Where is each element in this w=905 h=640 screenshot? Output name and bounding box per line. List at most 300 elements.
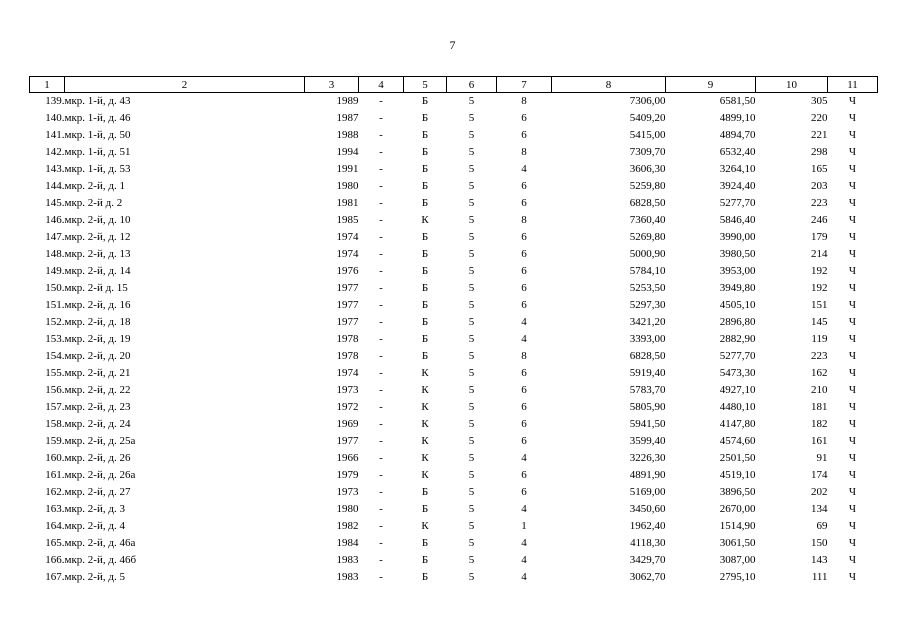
row-number: 166. — [45, 554, 65, 566]
column-header-4: 4 — [359, 77, 404, 93]
entrances-cell: 8 — [521, 95, 527, 107]
col4-cell: - — [379, 367, 383, 379]
ownership-cell: Ч — [848, 418, 857, 430]
total-area-cell: 3393,00 — [629, 333, 666, 345]
address-cell: мкр. 1-й, д. 51 — [64, 146, 131, 158]
entrances-cell: 4 — [521, 571, 527, 583]
table-row — [30, 484, 878, 501]
table-row — [30, 314, 878, 331]
living-area-cell: 4519,10 — [719, 469, 756, 481]
year-cell: 1978 — [336, 333, 359, 345]
wall-material-cell: Б — [421, 146, 429, 158]
living-area-cell: 6532,40 — [719, 146, 756, 158]
address-cell: мкр. 2-й, д. 5 — [64, 571, 125, 583]
total-area-cell: 5941,50 — [629, 418, 666, 430]
total-area-cell: 5783,70 — [629, 384, 666, 396]
table-row — [30, 467, 878, 484]
total-area-cell: 3606,30 — [629, 163, 666, 175]
floors-cell: 5 — [468, 248, 475, 260]
total-area-cell: 5259,80 — [629, 180, 666, 192]
entrances-cell: 8 — [521, 146, 527, 158]
address-cell: мкр. 2-й д. 2 — [64, 197, 123, 209]
living-area-cell: 4899,10 — [719, 112, 756, 124]
table-row — [30, 229, 878, 246]
table-header — [30, 77, 878, 93]
entrances-cell: 1 — [521, 520, 527, 532]
wall-material-cell: К — [421, 367, 429, 379]
total-area-cell: 5297,30 — [629, 299, 666, 311]
total-area-cell: 3226,30 — [629, 452, 666, 464]
apartments-cell: 298 — [811, 146, 828, 158]
total-area-cell: 5415,00 — [629, 129, 666, 141]
row-number: 144. — [45, 180, 65, 192]
address-cell: мкр. 2-й, д. 25а — [64, 435, 136, 447]
row-number: 154. — [45, 350, 65, 362]
apartments-cell: 150 — [811, 537, 828, 549]
total-area-cell: 3599,40 — [629, 435, 666, 447]
table-row — [30, 297, 878, 314]
ownership-cell: Ч — [848, 265, 857, 277]
year-cell: 1966 — [336, 452, 359, 464]
table-row — [30, 212, 878, 229]
column-header-8: 8 — [552, 77, 666, 93]
total-area-cell: 5409,20 — [629, 112, 666, 124]
address-cell: мкр. 1-й, д. 50 — [64, 129, 131, 141]
wall-material-cell: Б — [421, 486, 429, 498]
table-row — [30, 399, 878, 416]
total-area-cell: 1962,40 — [629, 520, 666, 532]
table-row — [30, 127, 878, 144]
year-cell: 1980 — [336, 180, 359, 192]
apartments-cell: 246 — [811, 214, 828, 226]
row-number: 162. — [45, 486, 65, 498]
table-row — [30, 501, 878, 518]
column-header-10: 10 — [756, 77, 828, 93]
floors-cell: 5 — [468, 95, 475, 107]
total-area-cell: 5805,90 — [629, 401, 666, 413]
table-row — [30, 535, 878, 552]
apartments-cell: 134 — [811, 503, 828, 515]
floors-cell: 5 — [468, 299, 475, 311]
row-number: 152. — [45, 316, 65, 328]
floors-cell: 5 — [468, 282, 475, 294]
wall-material-cell: К — [421, 214, 429, 226]
year-cell: 1969 — [336, 418, 359, 430]
year-cell: 1987 — [336, 112, 359, 124]
entrances-cell: 6 — [521, 112, 527, 124]
year-cell: 1980 — [336, 503, 359, 515]
address-cell: мкр. 2-й, д. 1 — [64, 180, 125, 192]
table-row — [30, 348, 878, 365]
row-number: 163. — [45, 503, 65, 515]
apartments-cell: 181 — [811, 401, 828, 413]
housing-registry-table — [29, 76, 878, 586]
ownership-cell: Ч — [848, 299, 857, 311]
entrances-cell: 6 — [521, 418, 527, 430]
year-cell: 1979 — [336, 469, 359, 481]
table-row — [30, 195, 878, 212]
col4-cell: - — [379, 384, 383, 396]
entrances-cell: 6 — [521, 435, 527, 447]
year-cell: 1977 — [336, 282, 359, 294]
living-area-cell: 2896,80 — [719, 316, 756, 328]
total-area-cell: 6828,50 — [629, 350, 666, 362]
ownership-cell: Ч — [848, 486, 857, 498]
living-area-cell: 5277,70 — [719, 350, 756, 362]
column-header-1: 1 — [30, 77, 65, 93]
total-area-cell: 3421,20 — [629, 316, 666, 328]
year-cell: 1978 — [336, 350, 359, 362]
address-cell: мкр. 2-й, д. 23 — [64, 401, 131, 413]
year-cell: 1973 — [336, 486, 359, 498]
row-number: 139. — [45, 95, 65, 107]
entrances-cell: 4 — [521, 452, 527, 464]
row-number: 155. — [45, 367, 65, 379]
wall-material-cell: Б — [421, 231, 429, 243]
table-row — [30, 433, 878, 450]
address-cell: мкр. 2-й, д. 13 — [64, 248, 131, 260]
floors-cell: 5 — [468, 469, 475, 481]
address-cell: мкр. 2-й, д. 21 — [64, 367, 131, 379]
living-area-cell: 6581,50 — [719, 95, 756, 107]
ownership-cell: Ч — [848, 452, 857, 464]
entrances-cell: 4 — [521, 554, 527, 566]
floors-cell: 5 — [468, 418, 475, 430]
col4-cell: - — [379, 452, 383, 464]
entrances-cell: 6 — [521, 367, 527, 379]
total-area-cell: 3450,60 — [629, 503, 666, 515]
entrances-cell: 4 — [521, 316, 527, 328]
living-area-cell: 3061,50 — [719, 537, 756, 549]
table-row — [30, 416, 878, 433]
apartments-cell: 223 — [811, 197, 828, 209]
entrances-cell: 6 — [521, 401, 527, 413]
address-cell: мкр. 2-й, д. 14 — [64, 265, 131, 277]
living-area-cell: 5846,40 — [719, 214, 756, 226]
address-cell: мкр. 2-й, д. 3 — [64, 503, 125, 515]
year-cell: 1976 — [336, 265, 359, 277]
page-number: 7 — [449, 38, 456, 52]
living-area-cell: 4894,70 — [719, 129, 756, 141]
wall-material-cell: Б — [421, 350, 429, 362]
wall-material-cell: Б — [421, 180, 429, 192]
apartments-cell: 161 — [811, 435, 828, 447]
address-cell: мкр. 2-й, д. 22 — [64, 384, 131, 396]
entrances-cell: 6 — [521, 180, 527, 192]
address-cell: мкр. 2-й, д. 24 — [64, 418, 131, 430]
col4-cell: - — [379, 248, 383, 260]
wall-material-cell: Б — [421, 554, 429, 566]
address-cell: мкр. 2-й, д. 4 — [64, 520, 125, 532]
wall-material-cell: Б — [421, 197, 429, 209]
living-area-cell: 4574,60 — [719, 435, 756, 447]
floors-cell: 5 — [468, 571, 475, 583]
year-cell: 1972 — [336, 401, 359, 413]
col4-cell: - — [379, 350, 383, 362]
floors-cell: 5 — [468, 384, 475, 396]
col4-cell: - — [379, 265, 383, 277]
living-area-cell: 3264,10 — [719, 163, 756, 175]
living-area-cell: 5473,30 — [719, 367, 756, 379]
address-cell: мкр. 2-й, д. 26а — [64, 469, 136, 481]
col4-cell: - — [379, 503, 383, 515]
table-row — [30, 569, 878, 586]
col4-cell: - — [379, 520, 383, 532]
row-number: 147. — [45, 231, 65, 243]
table-row — [30, 178, 878, 195]
row-number: 150. — [45, 282, 65, 294]
column-header-2: 2 — [65, 77, 305, 93]
ownership-cell: Ч — [848, 350, 857, 362]
entrances-cell: 8 — [521, 214, 527, 226]
row-number: 159. — [45, 435, 65, 447]
ownership-cell: Ч — [848, 571, 857, 583]
address-cell: мкр. 2-й, д. 27 — [64, 486, 131, 498]
living-area-cell: 2501,50 — [719, 452, 756, 464]
year-cell: 1977 — [336, 299, 359, 311]
floors-cell: 5 — [468, 112, 475, 124]
ownership-cell: Ч — [848, 163, 857, 175]
row-number: 142. — [45, 146, 65, 158]
apartments-cell: 220 — [811, 112, 828, 124]
floors-cell: 5 — [468, 316, 475, 328]
wall-material-cell: Б — [421, 333, 429, 345]
living-area-cell: 2882,90 — [719, 333, 756, 345]
year-cell: 1988 — [336, 129, 359, 141]
table-row — [30, 331, 878, 348]
total-area-cell: 5269,80 — [629, 231, 666, 243]
wall-material-cell: К — [421, 384, 429, 396]
ownership-cell: Ч — [848, 333, 857, 345]
address-cell: мкр. 1-й, д. 46 — [64, 112, 131, 124]
entrances-cell: 4 — [521, 503, 527, 515]
table-row — [30, 110, 878, 127]
col4-cell: - — [379, 112, 383, 124]
entrances-cell: 6 — [521, 248, 527, 260]
living-area-cell: 3990,00 — [719, 231, 756, 243]
living-area-cell: 3980,50 — [719, 248, 756, 260]
address-cell: мкр. 2-й, д. 16 — [64, 299, 131, 311]
living-area-cell: 3087,00 — [719, 554, 756, 566]
ownership-cell: Ч — [848, 537, 857, 549]
col4-cell: - — [379, 129, 383, 141]
floors-cell: 5 — [468, 537, 475, 549]
total-area-cell: 7306,00 — [629, 95, 666, 107]
total-area-cell: 3429,70 — [629, 554, 666, 566]
col4-cell: - — [379, 537, 383, 549]
floors-cell: 5 — [468, 180, 475, 192]
column-header-11: 11 — [828, 77, 878, 93]
ownership-cell: Ч — [848, 197, 857, 209]
ownership-cell: Ч — [848, 129, 857, 141]
col4-cell: - — [379, 282, 383, 294]
col4-cell: - — [379, 214, 383, 226]
living-area-cell: 3949,80 — [719, 282, 756, 294]
row-number: 165. — [45, 537, 65, 549]
apartments-cell: 221 — [811, 129, 828, 141]
ownership-cell: Ч — [848, 316, 857, 328]
apartments-cell: 214 — [811, 248, 828, 260]
row-number: 145. — [45, 197, 65, 209]
floors-cell: 5 — [468, 231, 475, 243]
year-cell: 1981 — [336, 197, 359, 209]
table-row — [30, 518, 878, 535]
apartments-cell: 162 — [811, 367, 828, 379]
total-area-cell: 5784,10 — [629, 265, 666, 277]
ownership-cell: Ч — [848, 401, 857, 413]
wall-material-cell: К — [421, 435, 429, 447]
table-body — [30, 93, 878, 587]
floors-cell: 5 — [468, 486, 475, 498]
floors-cell: 5 — [468, 503, 475, 515]
apartments-cell: 210 — [811, 384, 828, 396]
living-area-cell: 4505,10 — [719, 299, 756, 311]
wall-material-cell: Б — [421, 316, 429, 328]
address-cell: мкр. 2-й, д. 12 — [64, 231, 131, 243]
apartments-cell: 202 — [811, 486, 828, 498]
ownership-cell: Ч — [848, 180, 857, 192]
entrances-cell: 4 — [521, 537, 527, 549]
floors-cell: 5 — [468, 197, 475, 209]
apartments-cell: 192 — [811, 265, 828, 277]
wall-material-cell: К — [421, 418, 429, 430]
wall-material-cell: Б — [421, 95, 429, 107]
wall-material-cell: Б — [421, 248, 429, 260]
row-number: 146. — [45, 214, 65, 226]
address-cell: мкр. 1-й, д. 53 — [64, 163, 131, 175]
apartments-cell: 305 — [811, 95, 828, 107]
row-number: 156. — [45, 384, 65, 396]
wall-material-cell: Б — [421, 537, 429, 549]
wall-material-cell: Б — [421, 112, 429, 124]
year-cell: 1974 — [336, 367, 359, 379]
row-number: 167. — [45, 571, 65, 583]
row-number: 158. — [45, 418, 65, 430]
living-area-cell: 4147,80 — [719, 418, 756, 430]
address-cell: мкр. 2-й д. 15 — [64, 282, 128, 294]
floors-cell: 5 — [468, 129, 475, 141]
col4-cell: - — [379, 554, 383, 566]
apartments-cell: 192 — [811, 282, 828, 294]
year-cell: 1991 — [336, 163, 359, 175]
total-area-cell: 5253,50 — [629, 282, 666, 294]
address-cell: мкр. 2-й, д. 19 — [64, 333, 131, 345]
total-area-cell: 4118,30 — [630, 537, 666, 549]
row-number: 148. — [45, 248, 65, 260]
wall-material-cell: К — [421, 469, 429, 481]
table-row — [30, 365, 878, 382]
col4-cell: - — [379, 333, 383, 345]
living-area-cell: 1514,90 — [719, 520, 756, 532]
col4-cell: - — [379, 401, 383, 413]
floors-cell: 5 — [468, 367, 475, 379]
floors-cell: 5 — [468, 350, 475, 362]
year-cell: 1985 — [336, 214, 359, 226]
year-cell: 1974 — [336, 231, 359, 243]
table-row — [30, 552, 878, 569]
apartments-cell: 179 — [811, 231, 828, 243]
col4-cell: - — [379, 571, 383, 583]
floors-cell: 5 — [468, 401, 475, 413]
entrances-cell: 6 — [521, 486, 527, 498]
ownership-cell: Ч — [848, 520, 857, 532]
wall-material-cell: Б — [421, 282, 429, 294]
ownership-cell: Ч — [848, 367, 857, 379]
total-area-cell: 5919,40 — [629, 367, 666, 379]
address-cell: мкр. 2-й, д. 46б — [64, 554, 137, 566]
year-cell: 1977 — [336, 435, 359, 447]
wall-material-cell: Б — [421, 571, 429, 583]
ownership-cell: Ч — [848, 146, 857, 158]
living-area-cell: 2670,00 — [719, 503, 756, 515]
entrances-cell: 6 — [521, 384, 527, 396]
address-cell: мкр. 2-й, д. 46а — [64, 537, 136, 549]
col4-cell: - — [379, 146, 383, 158]
column-header-9: 9 — [666, 77, 756, 93]
col4-cell: - — [379, 231, 383, 243]
col4-cell: - — [379, 163, 383, 175]
floors-cell: 5 — [468, 452, 475, 464]
year-cell: 1982 — [336, 520, 359, 532]
ownership-cell: Ч — [848, 282, 857, 294]
row-number: 141. — [45, 129, 65, 141]
entrances-cell: 8 — [521, 350, 527, 362]
wall-material-cell: Б — [421, 163, 429, 175]
ownership-cell: Ч — [848, 554, 857, 566]
apartments-cell: 174 — [811, 469, 828, 481]
year-cell: 1984 — [336, 537, 359, 549]
wall-material-cell: Б — [421, 503, 429, 515]
living-area-cell: 4480,10 — [719, 401, 756, 413]
entrances-cell: 6 — [521, 231, 527, 243]
table-row — [30, 161, 878, 178]
entrances-cell: 6 — [521, 197, 527, 209]
apartments-cell: 119 — [811, 333, 828, 345]
wall-material-cell: К — [421, 520, 429, 532]
col4-cell: - — [379, 180, 383, 192]
year-cell: 1974 — [336, 248, 359, 260]
col4-cell: - — [379, 435, 383, 447]
row-number: 140. — [45, 112, 65, 124]
apartments-cell: 151 — [811, 299, 828, 311]
table-row — [30, 280, 878, 297]
apartments-cell: 69 — [816, 520, 828, 532]
living-area-cell: 5277,70 — [719, 197, 756, 209]
year-cell: 1994 — [336, 146, 359, 158]
living-area-cell: 4927,10 — [719, 384, 756, 396]
apartments-cell: 165 — [811, 163, 828, 175]
entrances-cell: 4 — [521, 163, 527, 175]
table-row — [30, 93, 878, 111]
col4-cell: - — [379, 469, 383, 481]
total-area-cell: 4891,90 — [629, 469, 666, 481]
row-number: 164. — [45, 520, 65, 532]
row-number: 151. — [45, 299, 65, 311]
column-header-5: 5 — [404, 77, 447, 93]
total-area-cell: 5000,90 — [629, 248, 666, 260]
row-number: 149. — [45, 265, 65, 277]
year-cell: 1989 — [336, 95, 359, 107]
year-cell: 1983 — [336, 554, 359, 566]
col4-cell: - — [379, 486, 383, 498]
wall-material-cell: Б — [421, 299, 429, 311]
table-row — [30, 450, 878, 467]
floors-cell: 5 — [468, 146, 475, 158]
ownership-cell: Ч — [848, 95, 857, 107]
entrances-cell: 6 — [521, 469, 527, 481]
apartments-cell: 223 — [811, 350, 828, 362]
col4-cell: - — [379, 316, 383, 328]
